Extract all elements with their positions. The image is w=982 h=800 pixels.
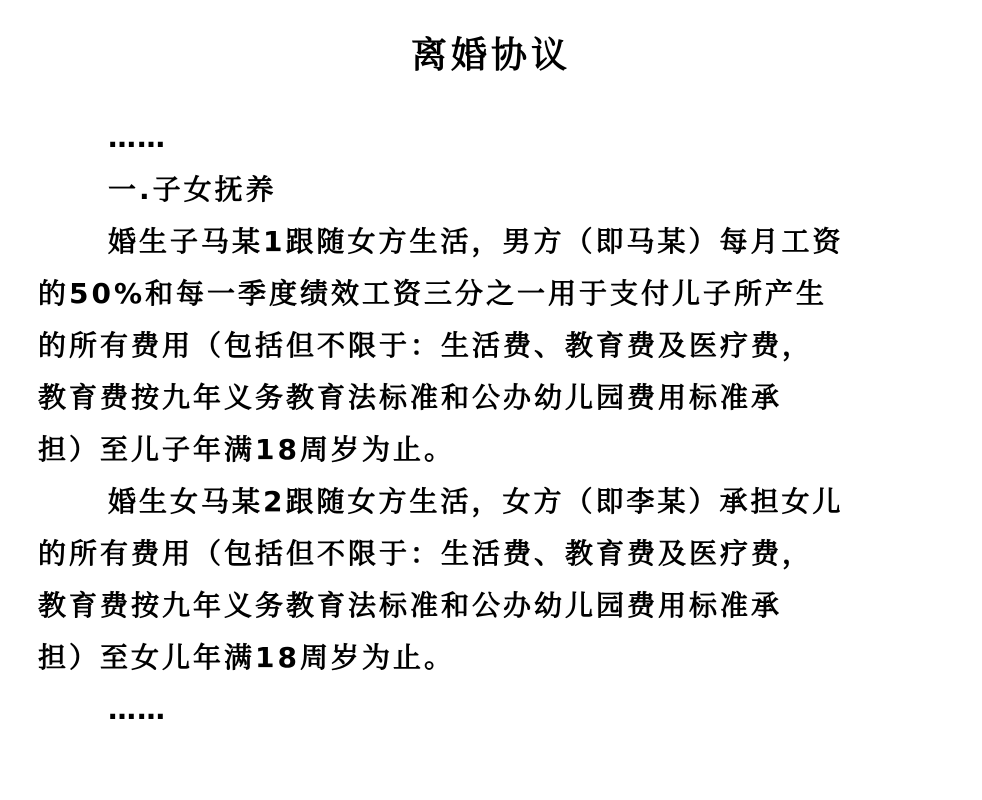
paragraph-line: 的50%和每一季度绩效工资三分之一用于支付儿子所产生: [38, 277, 828, 310]
ellipsis-bottom: ……: [108, 693, 166, 726]
document-title: 离婚协议: [410, 35, 571, 76]
paragraph-line: 的所有费用（包括但不限于：生活费、教育费及医疗费，: [38, 537, 814, 570]
paragraph-line: 教育费按九年义务教育法标准和公办幼儿园费用标准承: [38, 381, 783, 414]
section-heading: 一.子女抚养: [108, 173, 277, 206]
paragraph-line: 担）至女儿年满18周岁为止。: [38, 641, 455, 674]
paragraph-line: 担）至儿子年满18周岁为止。: [38, 433, 455, 466]
paragraph-daughter-custody: [38, 476, 938, 684]
paragraph-line: 的所有费用（包括但不限于：生活费、教育费及医疗费，: [38, 329, 814, 362]
paragraph-line: 教育费按九年义务教育法标准和公办幼儿园费用标准承: [38, 589, 783, 622]
ellipsis-top: ……: [108, 121, 166, 154]
paragraph-line: 婚生子马某1跟随女方生活，男方（即马某）每月工资: [108, 225, 844, 258]
paragraph-line: 婚生女马某2跟随女方生活，女方（即李某）承担女儿: [108, 485, 844, 518]
document-body: [38, 112, 938, 736]
paragraph-son-custody: [38, 216, 938, 476]
